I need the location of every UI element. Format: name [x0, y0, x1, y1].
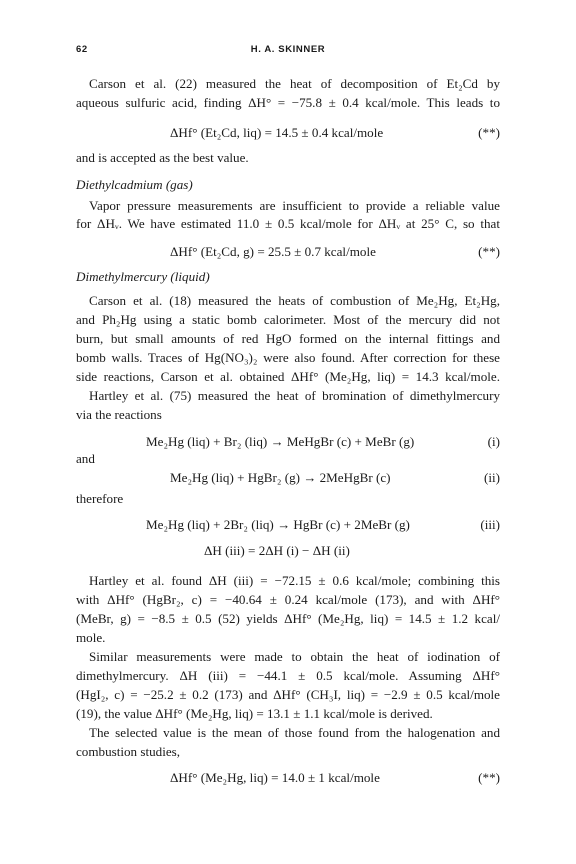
- text-line: (MeBr, g) = −8.5 ± 0.5 (52) yields ΔHf° (Me₂Hg, liq) = 14.5 ± 1.2 kcal/: [76, 611, 500, 626]
- running-header: [76, 44, 500, 58]
- equation-body: Me₂Hg (liq) + HgBr₂ (g) → 2MeHgBr (c): [170, 470, 391, 485]
- text-line: mole.: [76, 630, 106, 645]
- text-line: The selected value is the mean of those found from the halogenation and: [89, 725, 500, 740]
- text-line: (HgI₂, c) = −25.2 ± 0.2 (173) and ΔHf° (CH₃I, liq) = −2.9 ± 0.5 kcal/mole: [76, 687, 500, 702]
- text-line: via the reactions: [76, 407, 162, 422]
- text-line: and is accepted as the best value.: [76, 150, 249, 165]
- text-line: (19), the value ΔHf° (Me₂Hg, liq) = 13.1 ± 1.1 kcal/mole is derived.: [76, 706, 433, 721]
- equation-tag: (iii): [480, 517, 500, 532]
- text-line: Hartley et al. found ΔH (iii) = −72.15 ± 0.6 kcal/mole; combining this: [89, 573, 500, 588]
- running-title: H. A. SKINNER: [250, 44, 326, 55]
- equation-tag: (**): [478, 770, 500, 785]
- equation-tag: (ii): [484, 470, 500, 485]
- text-line: therefore: [76, 491, 124, 506]
- equation-body: Me₂Hg (liq) + 2Br₂ (liq) → HgBr (c) + 2MeBr (g): [146, 517, 410, 532]
- text-line: burn, but small amounts of red HgO formed on the internal fittings and: [76, 331, 500, 346]
- text-line: combustion studies,: [76, 744, 181, 759]
- text-line: for ΔHᵥ. We have estimated 11.0 ± 0.5 kcal/mole for ΔHᵥ at 25° C, so that: [76, 216, 500, 231]
- text-line: and: [76, 451, 95, 466]
- text-line: and Ph₂Hg using a static bomb calorimeter. Most of the mercury did not: [76, 312, 500, 327]
- equation-body: ΔH (iii) = 2ΔH (i) − ΔH (ii): [204, 543, 350, 558]
- equation-tag: (i): [487, 434, 500, 449]
- text-line: with ΔHf° (HgBr₂, c) = −40.64 ± 0.24 kcal/mole (173), and with ΔHf°: [76, 592, 500, 607]
- text-line: Carson et al. (22) measured the heat of decomposition of Et₂Cd by: [89, 76, 500, 91]
- text-line: Similar measurements were made to obtain the heat of iodination of: [89, 649, 500, 664]
- section-heading: Dimethylmercury (liquid): [76, 269, 210, 284]
- text-line: Vapor pressure measurements are insufficient to provide a reliable value: [89, 198, 500, 213]
- text-line: side reactions, Carson et al. obtained ΔHf° (Me₂Hg, liq) = 14.3 kcal/mole.: [76, 369, 500, 384]
- text-line: bomb walls. Traces of Hg(NO₃)₂ were also found. After correction for these: [76, 350, 500, 365]
- equation-body: ΔHf° (Et₂Cd, liq) = 14.5 ± 0.4 kcal/mole: [170, 125, 384, 140]
- equation-tag: (**): [478, 125, 500, 140]
- text-line: Hartley et al. (75) measured the heat of bromination of dimethylmercury: [89, 388, 500, 403]
- text-line: aqueous sulfuric acid, finding ΔH° = −75.8 ± 0.4 kcal/mole. This leads to: [76, 95, 500, 110]
- equation-body: Me₂Hg (liq) + Br₂ (liq) → MeHgBr (c) + MeBr (g): [146, 434, 415, 449]
- equation-tag: (**): [478, 244, 500, 259]
- equation-body: ΔHf° (Et₂Cd, g) = 25.5 ± 0.7 kcal/mole: [170, 244, 376, 259]
- text-line: Carson et al. (18) measured the heats of combustion of Me₂Hg, Et₂Hg,: [89, 293, 500, 308]
- equation-body: ΔHf° (Me₂Hg, liq) = 14.0 ± 1 kcal/mole: [170, 770, 380, 785]
- section-heading: Diethylcadmium (gas): [76, 177, 193, 192]
- text-line: dimethylmercury. ΔH (iii) = −44.1 ± 0.5 kcal/mole. Assuming ΔHf°: [76, 668, 500, 683]
- page-number: 62: [76, 44, 88, 55]
